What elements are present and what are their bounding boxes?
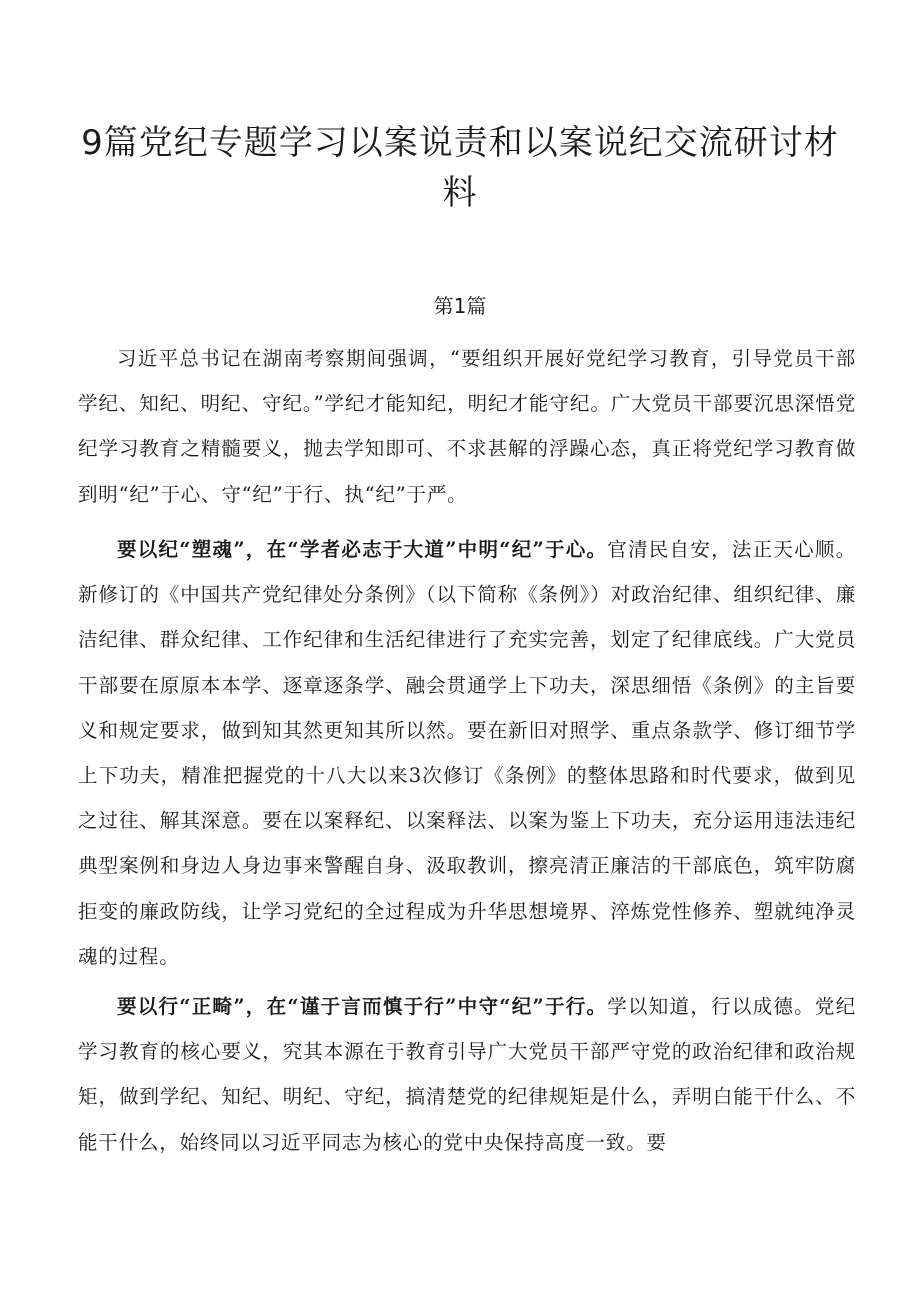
- paragraph-3: [78, 984, 856, 1165]
- paragraph-2: [78, 527, 856, 979]
- section-heading: 第1篇: [433, 294, 487, 318]
- paragraph-1: [78, 336, 856, 517]
- paragraph-text: 习近平总书记在湖南考察期间强调，“要组织开展好党纪学习教育，引导党员干部学纪、知纪、明纪、守纪。”学纪才能知纪，明纪才能守纪。广大党员干部要沉思深悟党纪学习教育之精髓要义，抛去学知即可、不求甚解的浮躁心态，真正将党纪学习教育做到明“纪”于心、守“纪”于行、执“纪”于严。: [78, 347, 856, 506]
- paragraph-lead: 要以行“正畸”，在“谨于言而慎于行”中守“纪”于行。: [117, 995, 608, 1018]
- document-title: 9篇党纪专题学习以案说责和以案说纪交流研讨材料: [81, 123, 839, 213]
- paragraph-text: 官清民自安，法正天心顺。新修订的《中国共产党纪律处分条例》（以下简称《条例》）对政治纪律、组织纪律、廉洁纪律、群众纪律、工作纪律和生活纪律进行了充实完善，划定了纪律底线。广大党员干部要在原原本本学、逐章逐条学、融会贯通学上下功夫，深思细悟《条例》的主旨要义和规定要求，做到知其然更知其所以然。要在新旧对照学、重点条款学、修订细节学上下功夫，精准把握党的十八大以来3次修订《条例》的整体思路和时代要求，做到见之过往、解其深意。要在以案释纪、以案释法、以案为鉴上下功夫，充分运用违法违纪典型案例和身边人身边事来警醒自身、汲取教训，擦亮清正廉洁的干部底色，筑牢防腐拒变的廉政防线，让学习党纪的全过程成为升华思想境界、淬炼党性修养、塑就纯净灵魂的过程。: [78, 538, 856, 968]
- paragraph-lead: 要以纪“塑魂”，在“学者必志于大道”中明“纪”于心。: [117, 538, 608, 561]
- paragraph-text: 学以知道，行以成德。党纪学习教育的核心要义，究其本源在于教育引导广大党员干部严守党的政治纪律和政治规矩，做到学纪、知纪、明纪、守纪，搞清楚党的纪律规矩是什么，弄明白能干什么、不能干什么，始终同以习近平同志为核心的党中央保持高度一致。要: [78, 995, 856, 1154]
